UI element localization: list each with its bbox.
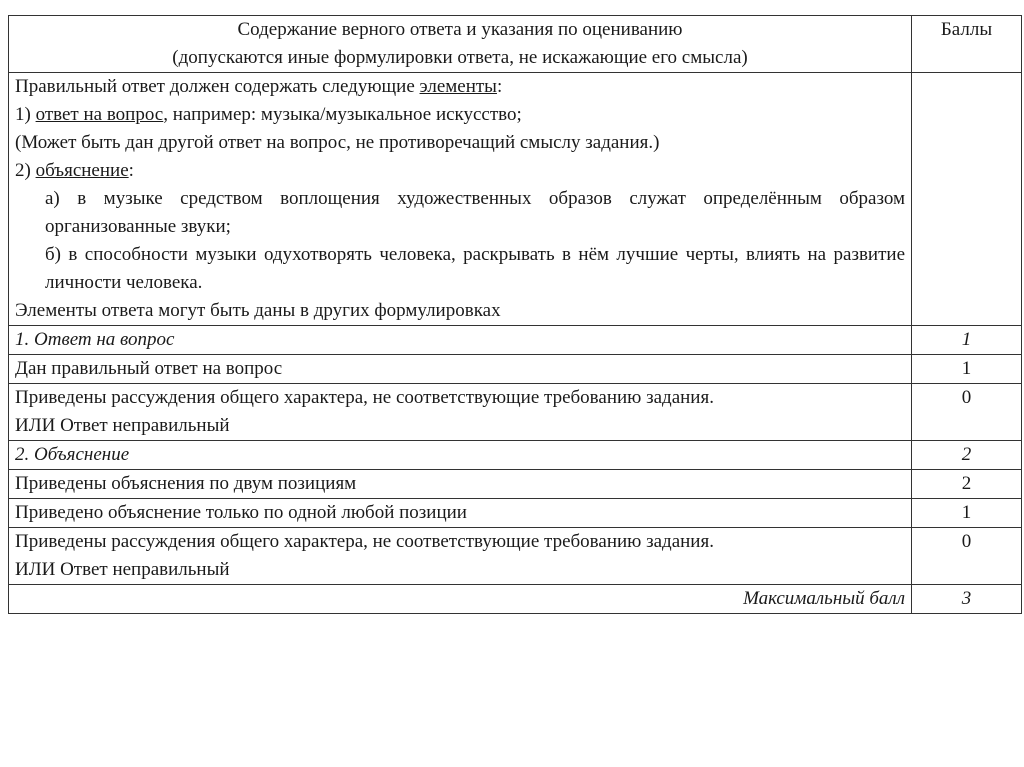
answer-subitem-b: б) в способности музыки одухотворять человека, раскрывать в нём лучшие черты, влиять на развитие личности человека. (45, 244, 905, 293)
max-score-value: 3 (912, 585, 1022, 614)
answer-subitem-a: а) в музыке средством воплощения художественных образов служат определённым образом организованные звуки; (45, 188, 905, 237)
score-header: Баллы (912, 16, 1022, 73)
criterion-text: Дан правильный ответ на вопрос (9, 355, 912, 384)
answer-item-1-number: 1) (15, 104, 36, 125)
criterion-row (9, 355, 1022, 384)
criteria-header-subtitle: (допускаются иные формулировки ответа, не искажающие его смысла) (172, 47, 748, 68)
criterion-row (9, 384, 1022, 441)
section-row-explanation (9, 441, 1022, 470)
answer-note: (Может быть дан другой ответ на вопрос, не противоречащий смыслу задания.) (15, 132, 660, 153)
answer-intro-underlined: элементы (419, 76, 497, 97)
criterion-score: 0 (912, 384, 1022, 441)
criterion-score: 2 (912, 470, 1022, 499)
max-score-label: Максимальный балл (9, 585, 912, 614)
answer-closing: Элементы ответа могут быть даны в других формулировках (15, 300, 501, 321)
criterion-text: Приведены рассуждения общего характера, не соответствующие требованию задания. (15, 387, 714, 408)
section-max-score: 1 (912, 326, 1022, 355)
answer-item-2 (15, 157, 905, 185)
criteria-header (9, 16, 912, 73)
answer-item-1 (15, 101, 905, 129)
answer-item-1-underlined: ответ на вопрос (35, 104, 164, 125)
section-max-score: 2 (912, 441, 1022, 470)
criterion-score: 1 (912, 499, 1022, 528)
criterion-row (9, 528, 1022, 585)
answer-item-1-text: , например: музыка/музыкальное искусство; (163, 104, 522, 125)
answer-intro (15, 73, 905, 101)
answer-item-2-number: 2) (15, 160, 36, 181)
answer-content-cell (9, 73, 912, 326)
answer-intro-text: Правильный ответ должен содержать следующие (15, 76, 420, 97)
criterion-text-alt: ИЛИ Ответ неправильный (15, 559, 230, 580)
criterion-text-alt: ИЛИ Ответ неправильный (15, 415, 230, 436)
criterion-row (9, 499, 1022, 528)
section-row-question (9, 326, 1022, 355)
criterion-score: 0 (912, 528, 1022, 585)
criterion-text-cell (9, 528, 912, 585)
section-title: 1. Ответ на вопрос (9, 326, 912, 355)
answer-content-row (9, 73, 1022, 326)
criterion-text: Приведены рассуждения общего характера, не соответствующие требованию задания. (15, 531, 714, 552)
criteria-header-title: Содержание верного ответа и указания по оцениванию (237, 19, 683, 40)
table-header-row (9, 16, 1022, 73)
criterion-text-cell (9, 384, 912, 441)
criterion-text: Приведены объяснения по двум позициям (9, 470, 912, 499)
section-title: 2. Объяснение (9, 441, 912, 470)
answer-item-2-colon: : (128, 160, 134, 181)
answer-intro-colon: : (496, 76, 503, 97)
criterion-text: Приведено объяснение только по одной любой позиции (9, 499, 912, 528)
max-score-row (9, 585, 1022, 614)
criterion-row (9, 470, 1022, 499)
page-cutoff (0, 680, 1024, 767)
criterion-score: 1 (912, 355, 1022, 384)
scoring-table (8, 15, 1022, 614)
answer-score-cell (912, 73, 1022, 326)
answer-item-2-underlined: объяснение (35, 160, 129, 181)
